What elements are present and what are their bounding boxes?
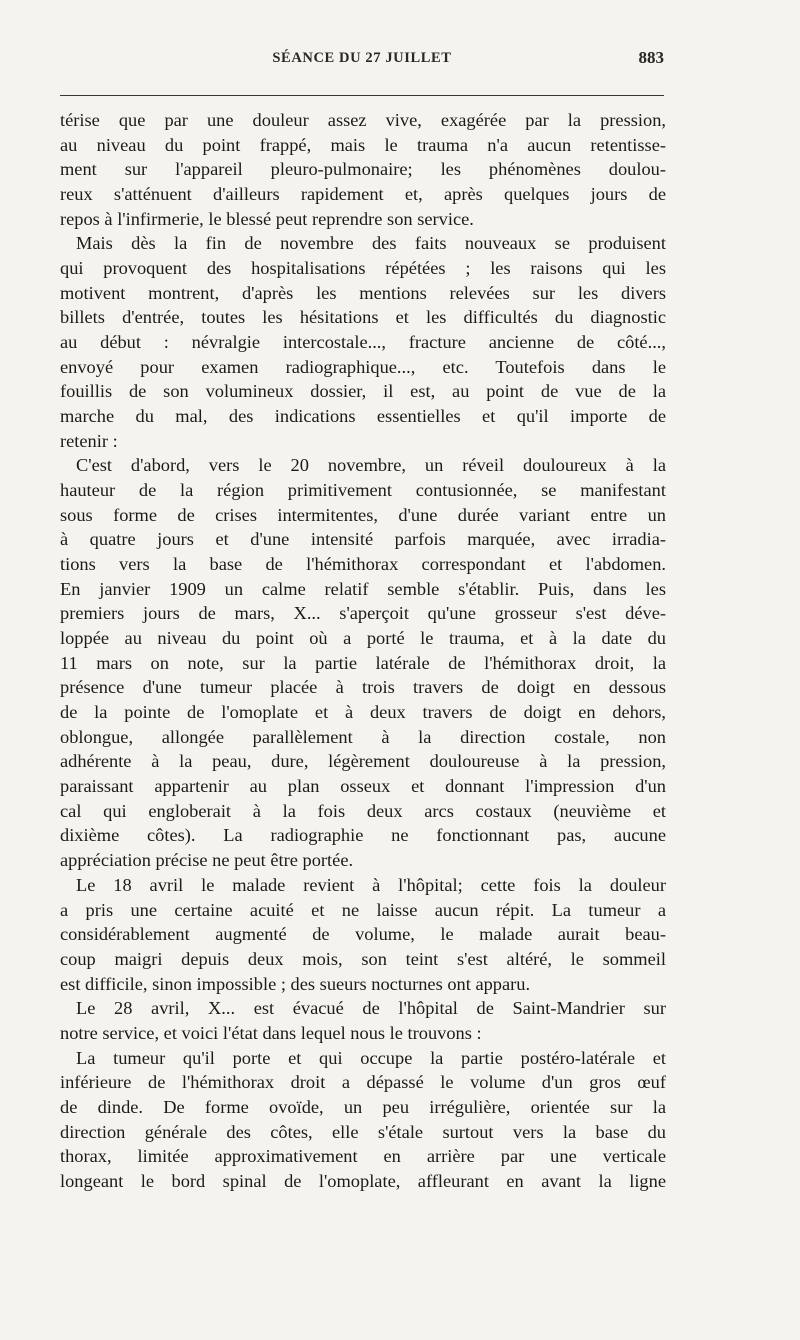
text-line: motivent montrent, d'après les mentions relevées sur les divers — [60, 282, 666, 303]
text-line: La tumeur qu'il porte et qui occupe la partie postéro-latérale et — [76, 1047, 666, 1068]
text-line: cal qui engloberait à la fois deux arcs costaux (neuvième et — [60, 800, 666, 821]
text-line: paraissant appartenir au plan osseux et donnant l'impression d'un — [60, 776, 666, 797]
text-line: présence d'une tumeur placée à trois travers de doigt en dessous — [60, 677, 666, 698]
text-line: longeant le bord spinal de l'omoplate, affleurant en avant la ligne — [60, 1170, 666, 1191]
text-line: adhérente à la peau, dure, légèrement douloureuse à la pression, — [60, 751, 666, 772]
text-line: est difficile, sinon impossible ; des sueurs nocturnes ont apparu. — [60, 973, 531, 994]
text-line: premiers jours de mars, X... s'aperçoit qu'une grosseur s'est déve- — [60, 603, 666, 624]
text-line: direction générale des côtes, elle s'étale surtout vers la base du — [60, 1121, 666, 1142]
text-line: retenir : — [60, 430, 118, 451]
text-line: térise que par une douleur assez vive, exagérée par la pression, — [60, 110, 666, 130]
text-line: considérablement augmenté de volume, le malade aurait beau- — [60, 924, 666, 945]
text-line: au niveau du point frappé, mais le trauma n'a aucun retentisse- — [60, 134, 666, 155]
text-line: billets d'entrée, toutes les hésitations et les difficultés du diagnostic — [60, 307, 666, 328]
text-line: fouillis de son volumineux dossier, il est, au point de vue de la — [60, 381, 666, 402]
text-line: reux s'atténuent d'ailleurs rapidement et, après quelques jours de — [60, 184, 666, 205]
text-line: à quatre jours et d'une intensité parfois marquée, avec irradia- — [60, 529, 666, 550]
text-line: envoyé pour examen radiographique..., etc. Toutefois dans le — [60, 356, 666, 377]
text-line: marche du mal, des indications essentielles et qu'il importe de — [60, 406, 666, 427]
running-title: SÉANCE DU 27 JUILLET — [272, 50, 452, 66]
text-line: au début : névralgie intercostale..., fracture ancienne de côté..., — [60, 332, 666, 353]
text-line: 11 mars on note, sur la partie latérale de l'hémithorax droit, la — [60, 652, 666, 673]
text-line: ment sur l'appareil pleuro-pulmonaire; les phénomènes doulou- — [60, 159, 666, 180]
header-rule — [60, 95, 664, 96]
text-line: de dinde. De forme ovoïde, un peu irrégulière, orientée sur la — [60, 1096, 666, 1117]
text-line: inférieure de l'hémithorax droit a dépassé le volume d'un gros œuf — [60, 1072, 666, 1093]
text-line: repos à l'infirmerie, le blessé peut reprendre son service. — [60, 208, 474, 229]
text-line: thorax, limitée approximativement en arrière par une verticale — [60, 1146, 666, 1167]
text-line: coup maigri depuis deux mois, son teint s'est altéré, le sommeil — [60, 948, 666, 969]
text-line: oblongue, allongée parallèlement à la direction costale, non — [60, 726, 666, 747]
text-line: notre service, et voici l'état dans lequel nous le trouvons : — [60, 1022, 482, 1043]
text-line: loppée au niveau du point où a porté le trauma, et à la date du — [60, 628, 666, 649]
text-line: tions vers la base de l'hémithorax correspondant et l'abdomen. — [60, 554, 666, 575]
text-line: Le 28 avril, X... est évacué de l'hôpital de Saint-Mandrier sur — [76, 998, 666, 1019]
text-line: de la pointe de l'omoplate et à deux travers de doigt en dehors, — [60, 702, 666, 723]
text-line: appréciation précise ne peut être portée. — [60, 850, 354, 871]
text-line: qui provoquent des hospitalisations répétées ; les raisons qui les — [60, 258, 666, 279]
text-line: Mais dès la fin de novembre des faits nouveaux se produisent — [76, 233, 666, 254]
text-line: Le 18 avril le malade revient à l'hôpital; cette fois la douleur — [76, 874, 666, 895]
running-head — [60, 50, 664, 80]
page-number: 883 — [638, 48, 664, 67]
text-line: dixième côtes). La radiographie ne fonctionnant pas, aucune — [60, 825, 666, 846]
text-line: a pris une certaine acuité et ne laisse aucun répit. La tumeur a — [60, 899, 666, 920]
text-line: C'est d'abord, vers le 20 novembre, un réveil douloureux à la — [76, 455, 666, 476]
text-line: hauteur de la région primitivement contusionnée, se manifestant — [60, 480, 666, 501]
text-line: sous forme de crises intermitentes, d'une durée variant entre un — [60, 504, 666, 525]
text-line: En janvier 1909 un calme relatif semble s'établir. Puis, dans les — [60, 578, 666, 599]
body-text — [60, 108, 666, 1194]
